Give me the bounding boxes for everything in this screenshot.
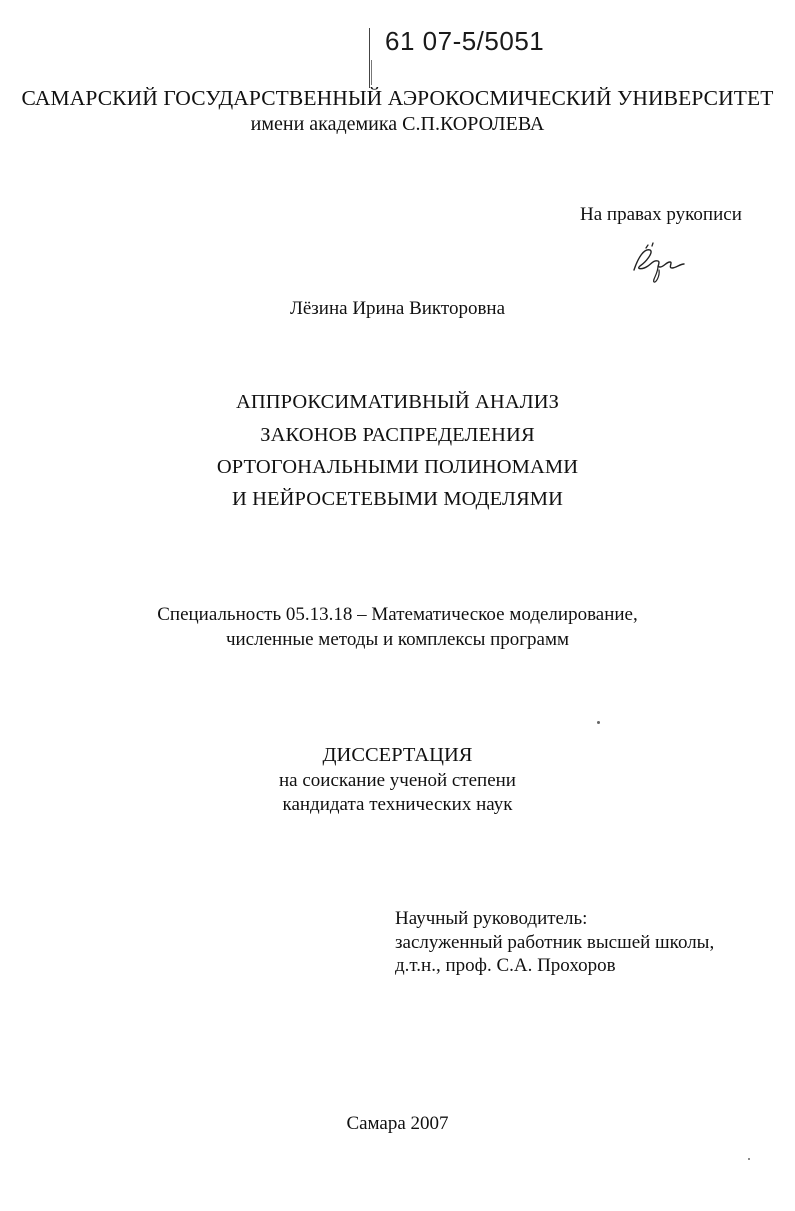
place-year: Самара 2007 <box>346 1113 449 1134</box>
university-name: САМАРСКИЙ ГОСУДАРСТВЕННЫЙ АЭРОКОСМИЧЕСКИЙ УНИВЕРСИТЕТ <box>21 86 774 110</box>
signature-icon <box>628 240 688 284</box>
stamp-rule <box>369 28 370 88</box>
thesis-title-line-3: ОРТОГОНАЛЬНЫМИ ПОЛИНОМАМИ <box>216 456 579 478</box>
library-code: 61 07-5/5051 <box>385 26 545 56</box>
degree-line-1: на соискание ученой степени <box>279 770 516 791</box>
speciality-line-2: численные методы и комплексы программ <box>225 629 570 650</box>
thesis-title-line-2: ЗАКОНОВ РАСПРЕДЕЛЕНИЯ <box>260 424 535 446</box>
thesis-title-line-4: И НЕЙРОСЕТЕВЫМИ МОДЕЛЯМИ <box>232 488 563 510</box>
university-named-after: имени академика С.П.КОРОЛЕВА <box>250 113 545 135</box>
author-name: Лёзина Ирина Викторовна <box>289 298 506 319</box>
stamp-rule-secondary <box>371 60 372 85</box>
supervisor-line-2: заслуженный работник высшей школы, <box>395 932 715 953</box>
thesis-title-line-1: АППРОКСИМАТИВНЫЙ АНАЛИЗ <box>235 391 560 413</box>
degree-line-2: кандидата технических наук <box>282 794 513 815</box>
scan-speck <box>748 1158 750 1160</box>
speciality-line-1: Специальность 05.13.18 – Математическое моделирование, <box>157 604 638 625</box>
scan-speck <box>597 721 600 724</box>
supervisor-line-3: д.т.н., проф. С.А. Прохоров <box>395 955 616 976</box>
dissertation-heading: ДИССЕРТАЦИЯ <box>322 744 473 766</box>
supervisor-line-1: Научный руководитель: <box>395 908 588 929</box>
rights-note: На правах рукописи <box>580 204 742 225</box>
